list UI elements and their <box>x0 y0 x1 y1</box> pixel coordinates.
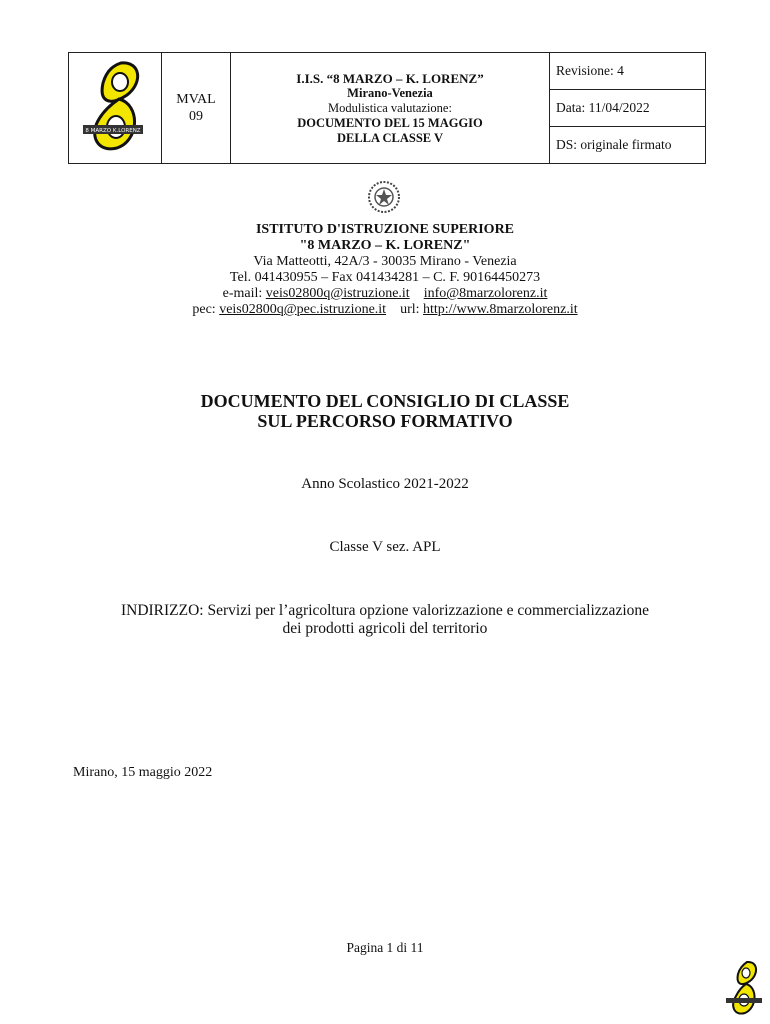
header-doc-title: DOCUMENTO DEL 15 MAGGIO <box>297 115 483 130</box>
document-code: MVAL <box>176 92 216 107</box>
email-link-1[interactable]: veis02800q@istruzione.it <box>265 286 410 301</box>
document-title-line-1: DOCUMENTO DEL CONSIGLIO DI CLASSE <box>200 391 570 411</box>
page-number: Pagina 1 di 11 <box>346 940 424 955</box>
document-code-cell <box>162 53 231 164</box>
institute-subname: "8 MARZO – K. LORENZ" <box>299 238 471 253</box>
footer-logo-icon <box>722 958 766 1020</box>
institute-email-line <box>0 286 770 302</box>
email-label: e-mail: <box>222 286 263 301</box>
header-title-cell <box>231 53 550 164</box>
institute-name: ISTITUTO D'ISTRUZIONE SUPERIORE <box>255 222 515 237</box>
place-date: Mirano, 15 maggio 2022 <box>73 765 213 780</box>
revision-text: Revisione: 4 <box>556 63 624 78</box>
header-location: Mirano-Venezia <box>347 85 433 100</box>
indirizzo-block <box>0 602 770 638</box>
header-table <box>68 52 706 164</box>
url-label: url: <box>400 302 420 317</box>
school-year: Anno Scolastico 2021-2022 <box>301 476 469 492</box>
pec-link[interactable]: veis02800q@pec.istruzione.it <box>219 302 387 317</box>
indirizzo-line-1: INDIRIZZO: Servizi per l’agricoltura opzione valorizzazione e commercializzazione <box>120 602 650 619</box>
institute-pec-line <box>0 302 770 318</box>
logo-label: 8 MARZO K.LORENZ <box>85 128 141 134</box>
ds-text: DS: originale firmato <box>556 137 672 152</box>
website-link[interactable]: http://www.8marzolorenz.it <box>423 302 578 317</box>
header-section: Modulistica valutazione: <box>328 100 452 115</box>
header-doc-class: DELLA CLASSE V <box>336 130 444 145</box>
document-code-number: 09 <box>189 109 203 124</box>
ds-cell <box>550 127 706 164</box>
header-school-name: I.I.S. “8 MARZO – K. LORENZ” <box>296 70 484 86</box>
logo-cell <box>69 53 162 164</box>
document-title-line-2: SUL PERCORSO FORMATIVO <box>257 411 513 431</box>
date-text: Data: 11/04/2022 <box>556 100 650 115</box>
institute-address: Via Matteotti, 42A/3 - 30035 Mirano - Venezia <box>253 254 517 269</box>
institute-block <box>0 222 770 318</box>
revision-cell <box>550 53 706 90</box>
institute-phone: Tel. 041430955 – Fax 041434281 – C. F. 90164450273 <box>229 270 541 285</box>
pec-label: pec: <box>192 302 216 317</box>
class-section: Classe V sez. APL <box>329 539 441 555</box>
indirizzo-line-2: dei prodotti agricoli del territorio <box>282 620 488 637</box>
republic-emblem-icon <box>367 180 401 214</box>
document-title <box>0 391 770 431</box>
school-logo-icon <box>69 53 161 158</box>
email-link-2[interactable]: info@8marzolorenz.it <box>423 286 548 301</box>
date-cell <box>550 90 706 127</box>
